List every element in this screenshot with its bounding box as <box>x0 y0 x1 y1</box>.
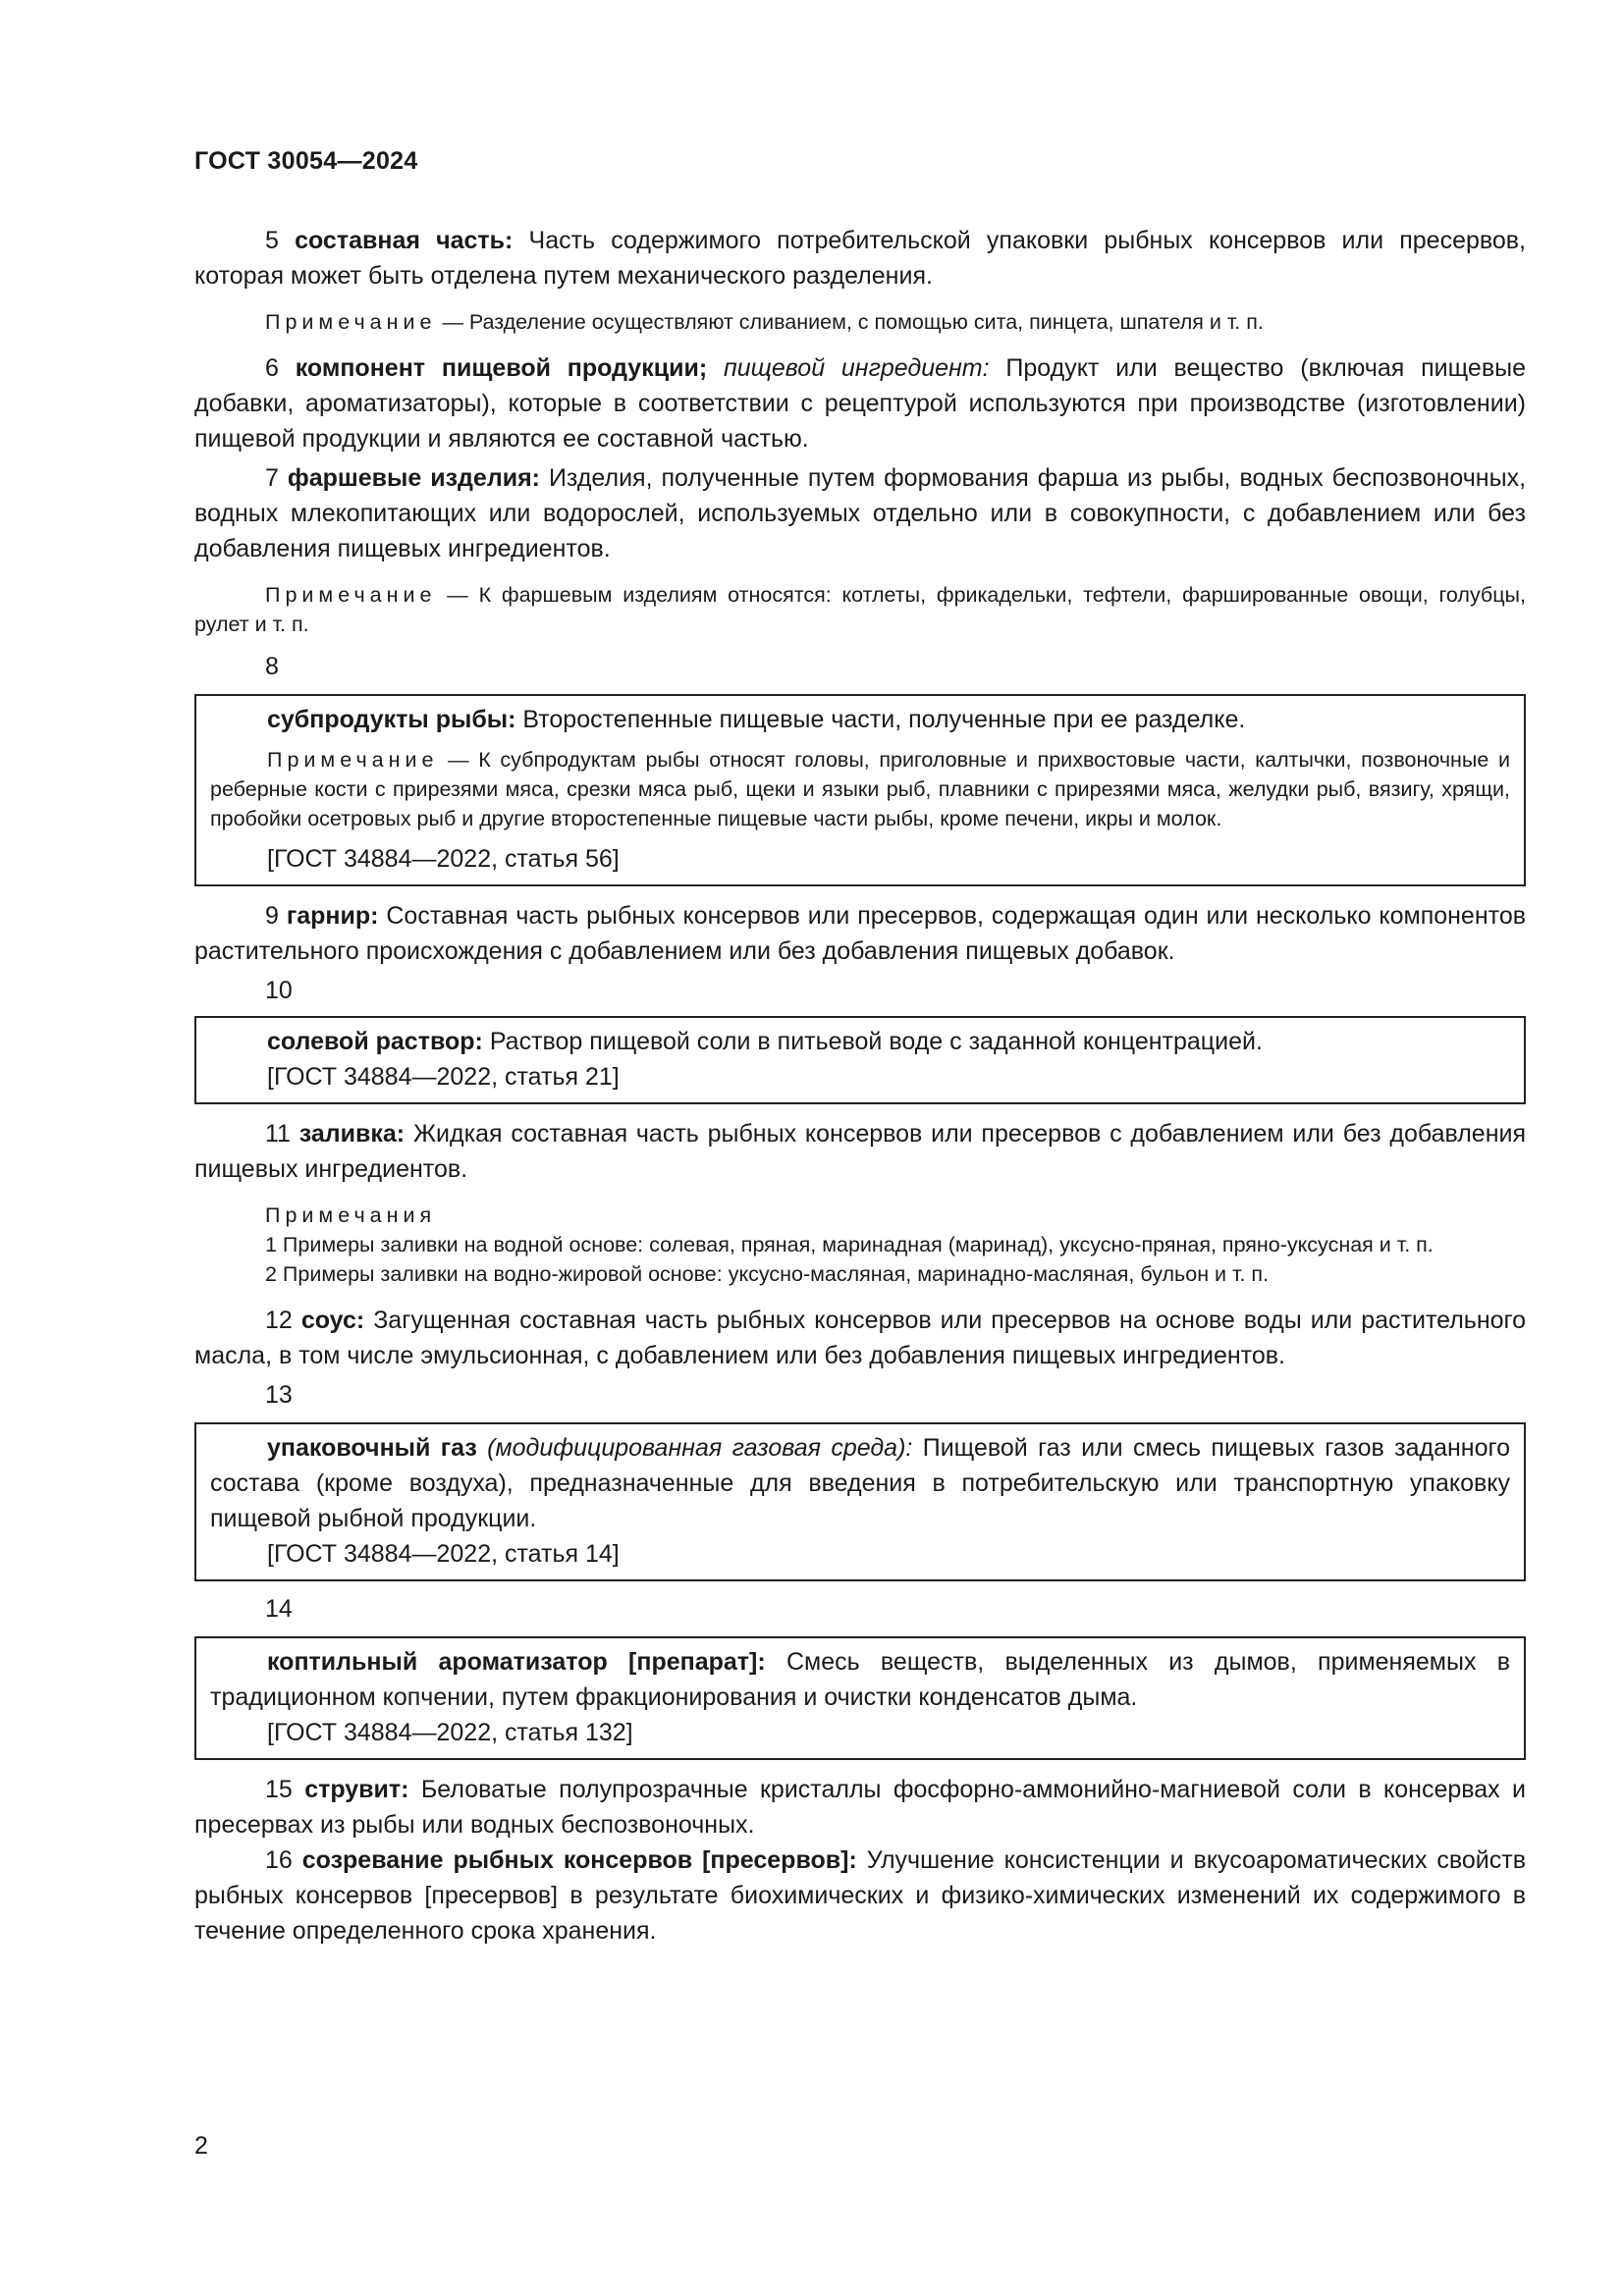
term-number: 11 <box>265 1120 291 1148</box>
note-label: Примечание <box>265 310 437 334</box>
term-number: 7 <box>265 464 279 492</box>
reference-10: [ГОСТ 34884—2022, статья 21] <box>267 1063 620 1091</box>
term-number: 16 <box>265 1846 293 1874</box>
term-entry-15 <box>194 1772 1526 1842</box>
note-7 <box>194 580 1526 639</box>
term-synonym: пищевой ингредиент: <box>723 354 990 382</box>
note-label: Примечания <box>265 1203 437 1227</box>
term-entry-14 <box>210 1644 1510 1715</box>
reference-13: [ГОСТ 34884—2022, статья 14] <box>267 1540 620 1568</box>
term-number-10: 10 <box>265 977 293 1004</box>
term-name: субпродукты рыбы: <box>267 706 516 733</box>
term-definition: Часть содержимого потребительской упаковки рыбных консервов или пресервов, которая может быть отделена путем механического разделения. <box>194 227 1527 290</box>
term-definition: Улучшение консистенции и вкусоароматических свойств рыбных консервов [пресервов] в результате биохимических и физико-химических изменений их содержимого в течение определенного срока хранения. <box>194 1846 1526 1945</box>
term-name: составная часть: <box>295 227 514 254</box>
term-name: струвит: <box>304 1776 409 1803</box>
term-entry-7 <box>194 460 1526 566</box>
boxed-term-8 <box>194 694 1526 886</box>
boxed-term-14 <box>194 1636 1526 1760</box>
term-entry-11 <box>194 1116 1526 1187</box>
term-number: 12 <box>265 1307 293 1334</box>
note-8 <box>210 745 1510 833</box>
note-label: Примечание <box>265 583 437 607</box>
term-entry-5 <box>194 223 1526 294</box>
term-name: упаковочный газ <box>267 1434 477 1462</box>
reference-8: [ГОСТ 34884—2022, статья 56] <box>267 845 620 873</box>
term-entry-8 <box>210 702 1510 737</box>
note-5 <box>194 307 1526 337</box>
note-11-item-2: 2 Примеры заливки на водно-жировой основе: уксусно-масляная, маринадно-масляная, бульон и т. п. <box>265 1262 1270 1286</box>
term-name: соус: <box>300 1307 365 1334</box>
note-text: — К фаршевым изделиям относятся: котлеты, фрикадельки, тефтели, фаршированные овощи, голубцы, рулет и т. п. <box>194 583 1526 636</box>
note-11-item-1: 1 Примеры заливки на водной основе: солевая, пряная, маринадная (маринад), уксусно-пряная, пряно-уксусная и т. п. <box>265 1233 1434 1256</box>
boxed-term-10 <box>194 1016 1526 1104</box>
note-text: — К субпродуктам рыбы относят головы, приголовные и прихвостовые части, калтычки, позвоночные и реберные кости с прирезями мяса, срезки мяса рыб, щеки и языки рыб, плавники с прирезями мяса, желудки рыб, вязигу, хрящи, пробойки осетровых рыб и другие второстепенные пищевые части рыбы, кроме печени, икры и молок. <box>210 748 1510 830</box>
term-name: заливка: <box>298 1120 406 1148</box>
term-number: 9 <box>265 902 279 930</box>
term-definition: Беловатые полупрозрачные кристаллы фосфорно-аммонийно-магниевой соли в консервах и пресервах из рыбы или водных беспозвоночных. <box>194 1776 1526 1839</box>
term-definition: Загущенная составная часть рыбных консервов или пресервов на основе воды или растительного масла, в том числе эмульсионная, с добавлением или без добавления пищевых ингредиентов. <box>194 1307 1527 1369</box>
note-text: — Разделение осуществляют сливанием, с помощью сита, пинцета, шпателя и т. п. <box>442 310 1264 334</box>
term-number-8: 8 <box>265 653 279 680</box>
document-header: ГОСТ 30054—2024 <box>194 147 418 175</box>
term-name: компонент пищевой продукции; <box>295 354 708 382</box>
term-definition: Жидкая составная часть рыбных консервов или пресервов с добавлением или без добавления пищевых ингредиентов. <box>194 1120 1527 1183</box>
term-definition: Изделия, полученные путем формования фарша из рыбы, водных беспозвоночных, водных млекопитающих или водорослей, используемых отдельно или в совокупности, с добавлением или без добавления пищевых ингредиентов. <box>194 464 1527 562</box>
term-number: 15 <box>265 1776 293 1803</box>
term-definition: Второстепенные пищевые части, полученные при ее разделке. <box>522 706 1246 733</box>
term-entry-12 <box>194 1303 1526 1373</box>
term-definition: Пищевой газ или смесь пищевых газов заданного состава (кроме воздуха), предназначенные для введения в потребительскую или транспортную упаковку пищевой рыбной продукции. <box>210 1434 1510 1532</box>
note-11-label <box>194 1201 1526 1230</box>
reference-14: [ГОСТ 34884—2022, статья 132] <box>267 1719 633 1746</box>
term-definition: Продукт или вещество (включая пищевые добавки, ароматизаторы), которые в соответствии с рецептурой используются при производстве (изготовлении) пищевой продукции и являются ее составной частью. <box>194 354 1526 453</box>
term-definition: Раствор пищевой соли в питьевой воде с заданной концентрацией. <box>489 1028 1263 1055</box>
term-synonym: (модифицированная газовая среда): <box>487 1434 913 1462</box>
note-label: Примечание <box>267 748 439 772</box>
term-number: 5 <box>265 227 279 254</box>
boxed-term-13 <box>194 1422 1526 1581</box>
term-entry-13 <box>210 1430 1510 1536</box>
term-number-14: 14 <box>265 1595 293 1623</box>
term-definition: Смесь веществ, выделенных из дымов, применяемых в традиционном копчении, путем фракционирования и очистки конденсатов дыма. <box>210 1648 1510 1711</box>
term-name: коптильный ароматизатор [препарат]: <box>267 1648 766 1676</box>
term-entry-10 <box>210 1024 1510 1059</box>
term-definition: Составная часть рыбных консервов или пресервов, содержащая один или несколько компонентов растительного происхождения с добавлением или без добавления пищевых добавок. <box>194 902 1527 965</box>
term-name: фаршевые изделия: <box>287 464 540 492</box>
page-number: 2 <box>194 2132 208 2160</box>
term-number-13: 13 <box>265 1381 293 1409</box>
term-entry-16 <box>194 1842 1526 1949</box>
term-name: созревание рыбных консервов [пресервов]: <box>301 1846 857 1874</box>
document-body <box>194 223 1526 1949</box>
term-number: 6 <box>265 354 279 382</box>
term-name: солевой раствор: <box>267 1028 483 1055</box>
term-entry-9 <box>194 898 1526 969</box>
term-name: гарнир: <box>286 902 379 930</box>
term-entry-6 <box>194 350 1526 456</box>
